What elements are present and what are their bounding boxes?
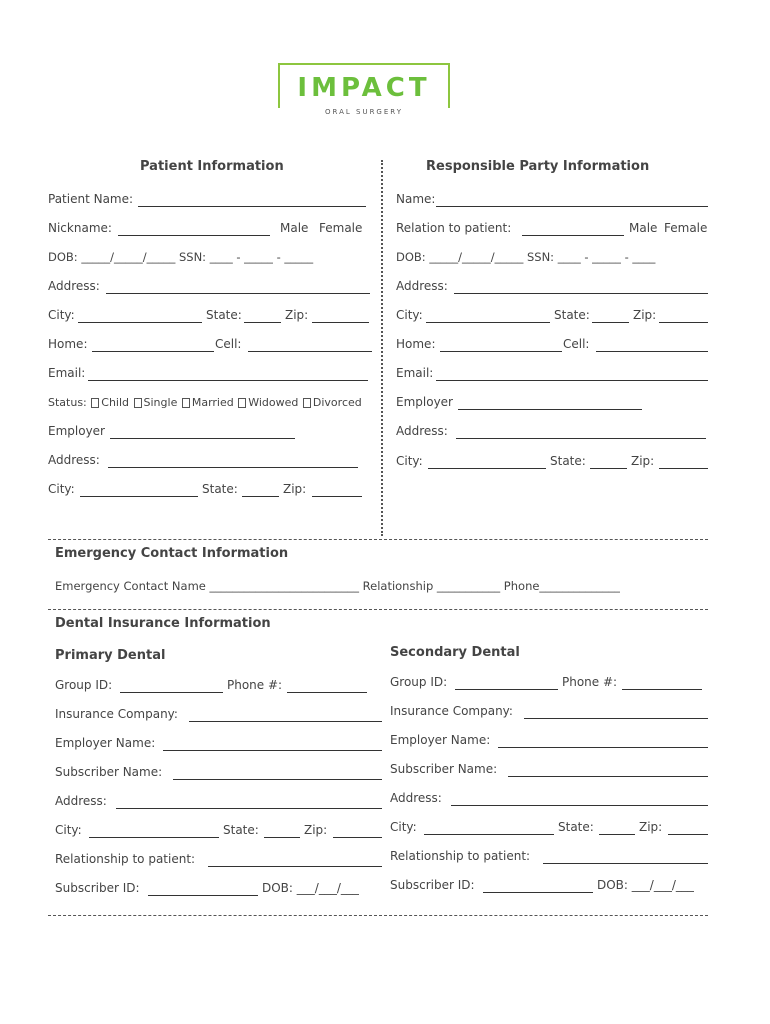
patient-info-heading: Patient Information <box>140 159 284 174</box>
secondary-group-label: Group ID: <box>390 675 448 689</box>
primary-subscriber-id-label: Subscriber ID: <box>55 881 140 895</box>
resp-employer-address-label: Address: <box>396 424 448 438</box>
patient-employer-zip-field[interactable] <box>312 496 362 497</box>
patient-dob-ssn[interactable]: DOB: _____/_____/_____ SSN: ____ - _____ - _____ <box>48 250 314 264</box>
primary-phone-field[interactable] <box>287 692 367 693</box>
patient-state-field[interactable] <box>244 322 281 323</box>
primary-subscriber-field[interactable] <box>173 779 382 780</box>
resp-employer-state-label: State: <box>550 454 586 468</box>
secondary-subscriber-id-label: Subscriber ID: <box>390 878 475 892</box>
secondary-employer-field[interactable] <box>498 747 708 748</box>
primary-company-field[interactable] <box>189 721 382 722</box>
resp-employer-state-field[interactable] <box>590 468 627 469</box>
status-child: Child <box>101 396 130 409</box>
resp-zip-field[interactable] <box>659 322 708 323</box>
patient-state-label: State: <box>206 308 242 322</box>
patient-address-label: Address: <box>48 279 100 293</box>
checkbox-child[interactable] <box>91 398 99 408</box>
resp-employer-field[interactable] <box>458 409 642 410</box>
nickname-field[interactable] <box>118 235 270 236</box>
primary-company-label: Insurance Company: <box>55 707 178 721</box>
secondary-dob[interactable]: DOB: ___/___/___ <box>597 878 694 892</box>
patient-email-field[interactable] <box>88 380 368 381</box>
secondary-zip-field[interactable] <box>668 834 708 835</box>
resp-home-field[interactable] <box>440 351 562 352</box>
patient-email-label: Email: <box>48 366 86 380</box>
secondary-employer-label: Employer Name: <box>390 733 491 747</box>
secondary-company-label: Insurance Company: <box>390 704 513 718</box>
secondary-state-label: State: <box>558 820 594 834</box>
resp-email-field[interactable] <box>436 380 708 381</box>
primary-city-label: City: <box>55 823 82 837</box>
resp-address-label: Address: <box>396 279 448 293</box>
responsible-info-heading: Responsible Party Information <box>426 159 650 174</box>
primary-phone-label: Phone #: <box>227 678 283 692</box>
patient-employer-zip-label: Zip: <box>283 482 307 496</box>
primary-city-field[interactable] <box>89 837 219 838</box>
secondary-phone-label: Phone #: <box>562 675 618 689</box>
resp-employer-address-field[interactable] <box>456 438 706 439</box>
patient-zip-label: Zip: <box>285 308 309 322</box>
checkbox-widowed[interactable] <box>238 398 246 408</box>
patient-employer-city-field[interactable] <box>80 496 198 497</box>
primary-relationship-label: Relationship to patient: <box>55 852 196 866</box>
primary-employer-field[interactable] <box>163 750 382 751</box>
resp-relation-field[interactable] <box>522 235 624 236</box>
secondary-city-field[interactable] <box>424 834 554 835</box>
primary-address-label: Address: <box>55 794 107 808</box>
patient-cell-label: Cell: <box>215 337 242 351</box>
patient-female-option[interactable]: Female <box>319 221 363 235</box>
primary-subscriber-id-field[interactable] <box>148 895 258 896</box>
status-married: Married <box>191 396 234 409</box>
secondary-address-label: Address: <box>390 791 442 805</box>
secondary-zip-label: Zip: <box>639 820 663 834</box>
secondary-company-field[interactable] <box>524 718 708 719</box>
primary-dental-heading: Primary Dental <box>55 648 166 663</box>
logo-subtitle-text: ORAL SURGERY <box>321 108 407 116</box>
nickname-label: Nickname: <box>48 221 112 235</box>
section-divider <box>48 609 708 610</box>
resp-cell-field[interactable] <box>596 351 708 352</box>
resp-employer-zip-label: Zip: <box>631 454 655 468</box>
emergency-contact-row[interactable]: Emergency Contact Name __________________________ Relationship ___________ Phone______________ <box>55 579 620 593</box>
resp-city-label: City: <box>396 308 423 322</box>
resp-cell-label: Cell: <box>563 337 590 351</box>
section-divider <box>48 539 708 540</box>
patient-employer-address-field[interactable] <box>108 467 358 468</box>
resp-home-label: Home: <box>396 337 436 351</box>
resp-dob-ssn[interactable]: DOB: _____/_____/_____ SSN: ____ - _____ - ____ <box>396 250 656 264</box>
primary-state-field[interactable] <box>264 837 300 838</box>
logo <box>278 63 450 113</box>
secondary-subscriber-label: Subscriber Name: <box>390 762 498 776</box>
section-divider <box>48 915 708 916</box>
primary-state-label: State: <box>223 823 259 837</box>
primary-relationship-field[interactable] <box>208 866 382 867</box>
primary-zip-label: Zip: <box>304 823 328 837</box>
column-divider <box>381 160 383 536</box>
secondary-relationship-label: Relationship to patient: <box>390 849 531 863</box>
primary-group-field[interactable] <box>120 692 223 693</box>
resp-state-field[interactable] <box>592 322 629 323</box>
patient-employer-address-label: Address: <box>48 453 100 467</box>
resp-email-label: Email: <box>396 366 434 380</box>
patient-home-label: Home: <box>48 337 88 351</box>
secondary-relationship-field[interactable] <box>543 863 708 864</box>
emergency-heading: Emergency Contact Information <box>55 546 289 561</box>
primary-employer-label: Employer Name: <box>55 736 156 750</box>
secondary-phone-field[interactable] <box>622 689 702 690</box>
secondary-city-label: City: <box>390 820 417 834</box>
patient-home-field[interactable] <box>92 351 214 352</box>
resp-address-field[interactable] <box>454 293 708 294</box>
patient-male-option[interactable]: Male <box>280 221 309 235</box>
patient-name-label: Patient Name: <box>48 192 134 206</box>
patient-name-field[interactable] <box>138 206 366 207</box>
resp-female-option[interactable]: Female <box>664 221 708 235</box>
checkbox-divorced[interactable] <box>303 398 311 408</box>
patient-employer-field[interactable] <box>110 438 295 439</box>
patient-cell-field[interactable] <box>248 351 372 352</box>
secondary-group-field[interactable] <box>455 689 558 690</box>
status-divorced: Divorced <box>312 396 362 409</box>
resp-name-field[interactable] <box>436 206 708 207</box>
resp-employer-city-field[interactable] <box>428 468 546 469</box>
patient-city-field[interactable] <box>78 322 202 323</box>
status-label: Status: <box>48 396 87 409</box>
resp-city-field[interactable] <box>426 322 550 323</box>
secondary-address-field[interactable] <box>451 805 708 806</box>
primary-group-label: Group ID: <box>55 678 113 692</box>
resp-employer-label: Employer <box>396 395 453 409</box>
status-widowed: Widowed <box>248 396 299 409</box>
patient-zip-field[interactable] <box>312 322 369 323</box>
patient-city-label: City: <box>48 308 75 322</box>
resp-name-label: Name: <box>396 192 436 206</box>
checkbox-married[interactable] <box>182 398 190 408</box>
resp-zip-label: Zip: <box>633 308 657 322</box>
resp-employer-city-label: City: <box>396 454 423 468</box>
status-single: Single <box>143 396 178 409</box>
patient-employer-state-field[interactable] <box>242 496 279 497</box>
logo-text: IMPACT <box>297 73 431 103</box>
patient-employer-state-label: State: <box>202 482 238 496</box>
patient-employer-label: Employer <box>48 424 105 438</box>
checkbox-single[interactable] <box>134 398 142 408</box>
primary-subscriber-label: Subscriber Name: <box>55 765 163 779</box>
resp-employer-zip-field[interactable] <box>659 468 708 469</box>
secondary-subscriber-field[interactable] <box>508 776 708 777</box>
resp-male-option[interactable]: Male <box>629 221 658 235</box>
marital-status <box>48 396 362 409</box>
secondary-dental-heading: Secondary Dental <box>390 645 520 660</box>
resp-state-label: State: <box>554 308 590 322</box>
primary-address-field[interactable] <box>116 808 382 809</box>
primary-dob[interactable]: DOB: ___/___/___ <box>262 881 359 895</box>
secondary-state-field[interactable] <box>599 834 635 835</box>
primary-zip-field[interactable] <box>333 837 382 838</box>
patient-employer-city-label: City: <box>48 482 75 496</box>
dental-heading: Dental Insurance Information <box>55 616 271 631</box>
secondary-subscriber-id-field[interactable] <box>483 892 593 893</box>
patient-address-field[interactable] <box>106 293 370 294</box>
logo-subtitle <box>278 108 450 116</box>
resp-relation-label: Relation to patient: <box>396 221 512 235</box>
